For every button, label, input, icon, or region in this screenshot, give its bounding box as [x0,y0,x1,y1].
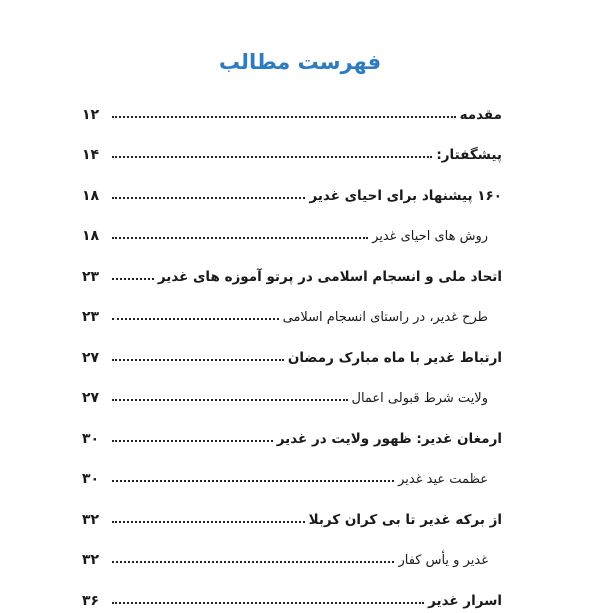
toc-entry-page: ۱۲ [82,106,100,123]
dot-leader [112,116,456,118]
toc-entry-label: پیشگفتار: [436,147,502,163]
toc-entry-page: ۲۳ [82,268,100,285]
toc-entry [82,86,502,127]
toc-entry-label: اتحاد ملی و انسجام اسلامی در پرتو آموزه های غدیر [157,268,502,285]
dot-leader [112,156,432,158]
toc-entry-page: ۱۸ [82,228,100,244]
toc-entry [82,127,502,168]
toc-entry [82,491,502,532]
toc-subentry [82,289,502,330]
toc-subentry [82,451,502,492]
toc-entry [82,248,502,289]
toc-entry-page: ۳۰ [82,471,100,487]
toc-entry-label: ۱۶۰ پیشنهاد برای احیای غدیر [309,187,502,204]
dot-leader [112,602,424,604]
toc-entry-label: ارمغان غدیر: ظهور ولایت در غدیر [276,430,502,447]
toc-entry-label: روش های احیای غدیر [372,229,488,244]
toc-entry-page: ۳۲ [82,511,100,528]
toc-entry-label: غدیر و یأس کفار [398,553,488,568]
toc-entry [82,572,502,613]
toc-entry-page: ۳۰ [82,430,100,447]
toc-entry-label: مقدمه [459,106,502,123]
dot-leader [112,197,305,199]
dot-leader [112,561,394,563]
toc-entry-page: ۲۷ [82,390,100,406]
toc-entry [82,329,502,370]
toc-entry-page: ۲۷ [82,349,100,366]
toc-entry [82,410,502,451]
dot-leader [112,399,348,401]
toc-entry-label: ارتباط غدیر با ماه مبارک رمضان [287,349,502,366]
toc-entry-label: طرح غدیر، در راستای انسجام اسلامی [282,310,488,325]
dot-leader [112,359,284,361]
toc-entry-page: ۱۴ [82,147,100,163]
toc-subentry [82,208,502,249]
dot-leader [112,480,394,482]
toc-subentry [82,370,502,411]
dot-leader [112,440,273,442]
dot-leader [112,318,279,320]
toc-subentry [82,532,502,573]
toc-entry-page: ۳۶ [82,592,100,609]
toc-entry-label: عظمت عید غدیر [398,472,488,487]
toc-entry-label: از برکه غدیر تا بی کران کربلا [308,511,502,528]
dot-leader [112,237,368,239]
dot-leader [112,521,305,523]
toc-entry [82,167,502,208]
toc-entry-page: ۲۳ [82,309,100,325]
dot-leader [112,278,154,280]
toc-entry-page: ۳۲ [82,552,100,568]
toc-entry-page: ۱۸ [82,187,100,204]
toc-entry-label: اسرار غدیر [428,592,502,609]
toc-list [82,86,502,613]
toc-entry-label: ولایت شرط قبولی اعمال [351,391,488,406]
toc-title: فهرست مطالب [218,50,382,74]
